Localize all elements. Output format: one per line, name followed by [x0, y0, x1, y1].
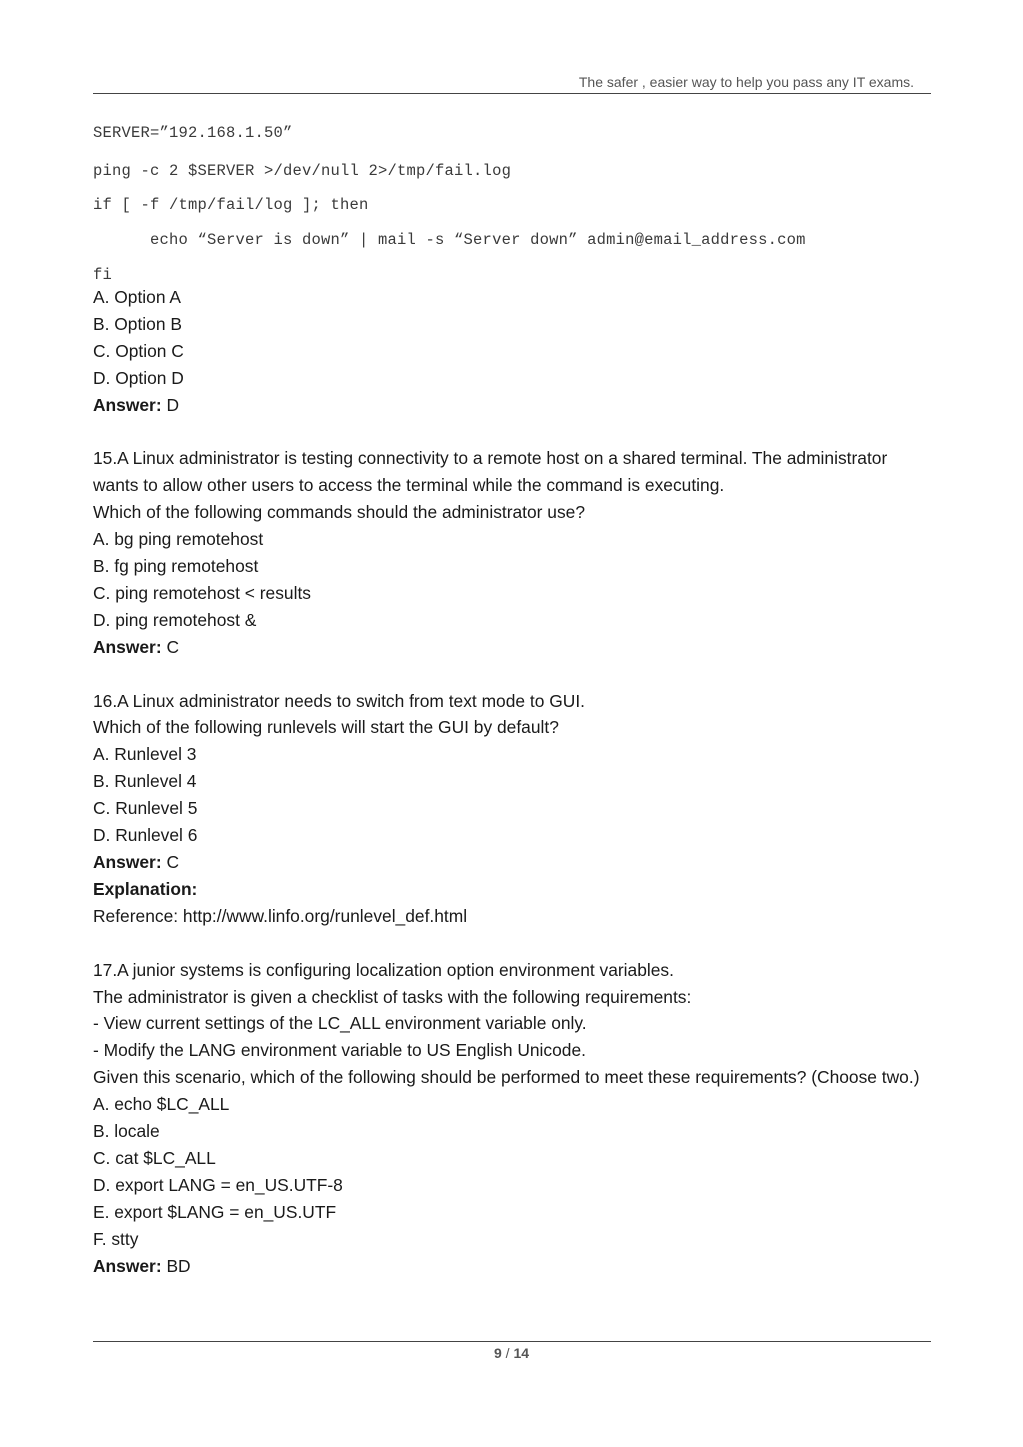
question-stem: 16.A Linux administrator needs to switch from text mode to GUI. [93, 690, 585, 711]
page-separator: / [501, 1345, 514, 1361]
question-prompt: Given this scenario, which of the following should be performed to meet these requirements? (Choose two.) [93, 1067, 920, 1088]
code-line: SERVER=”192.168.1.50” [93, 124, 293, 142]
footer-divider [93, 1341, 931, 1342]
answer-line [93, 392, 931, 419]
answer-label: Answer: [93, 1255, 162, 1276]
option-a: A. echo $LC_ALL [93, 1094, 230, 1115]
question-prompt: Which of the following runlevels will start the GUI by default? [93, 717, 559, 738]
answer-line [93, 1253, 931, 1280]
answer-value: D [161, 394, 180, 415]
answer-value: BD [161, 1255, 191, 1276]
explanation-label: Explanation: [93, 878, 198, 899]
question-stem: 17.A junior systems is configuring localization option environment variables. [93, 959, 674, 980]
option-d: D. Option D [93, 367, 184, 388]
header-tagline: The safer , easier way to help you pass any IT exams. [578, 74, 914, 90]
option-d: D. export LANG = en_US.UTF-8 [93, 1174, 343, 1195]
page-number [0, 1345, 1023, 1361]
code-line: echo “Server is down” | mail -s “Server down” admin@email_address.com [93, 231, 806, 249]
requirement-item: - Modify the LANG environment variable to US English Unicode. [93, 1040, 586, 1061]
option-a: A. Option A [93, 287, 181, 307]
requirement-item: - View current settings of the LC_ALL environment variable only. [93, 1013, 587, 1034]
question-context: The administrator is given a checklist of tasks with the following requirements: [93, 986, 692, 1007]
option-a: A. bg ping remotehost [93, 529, 264, 550]
page-current: 9 [493, 1345, 502, 1361]
question-stem: 15.A Linux administrator is testing connectivity to a remote host on a shared terminal. The administrator wants to allow other users to access the terminal while the command is executing. [93, 448, 888, 496]
answer-label: Answer: [93, 394, 162, 415]
answer-line [93, 849, 931, 876]
option-b: B. Runlevel 4 [93, 771, 197, 792]
option-e: E. export $LANG = en_US.UTF [93, 1201, 337, 1222]
option-d: D. Runlevel 6 [93, 825, 198, 846]
option-b: B. fg ping remotehost [93, 556, 259, 577]
option-c: C. Runlevel 5 [93, 798, 198, 819]
option-b: B. locale [93, 1121, 160, 1142]
header-divider [93, 93, 931, 94]
code-line: if [ -f /tmp/fail/log ]; then [93, 196, 369, 214]
code-line: ping -c 2 $SERVER >/dev/null 2>/tmp/fail.log [93, 162, 512, 180]
answer-line [93, 634, 931, 661]
answer-value: C [161, 636, 180, 657]
answer-value: C [161, 852, 180, 872]
answer-label: Answer: [93, 636, 162, 657]
option-c: C. cat $LC_ALL [93, 1147, 216, 1168]
answer-label: Answer: [93, 852, 162, 872]
code-line: fi [93, 266, 113, 284]
option-f: F. stty [93, 1228, 139, 1249]
question-content [93, 284, 931, 1279]
option-d: D. ping remotehost & [93, 609, 257, 630]
reference-line: Reference: http://www.linfo.org/runlevel_def.html [93, 905, 468, 926]
question-prompt: Which of the following commands should the administrator use? [93, 502, 586, 523]
option-c: C. ping remotehost < results [93, 582, 311, 603]
option-a: A. Runlevel 3 [93, 744, 197, 765]
option-c: C. Option C [93, 340, 184, 361]
page-total: 14 [513, 1345, 530, 1361]
option-b: B. Option B [93, 313, 182, 334]
